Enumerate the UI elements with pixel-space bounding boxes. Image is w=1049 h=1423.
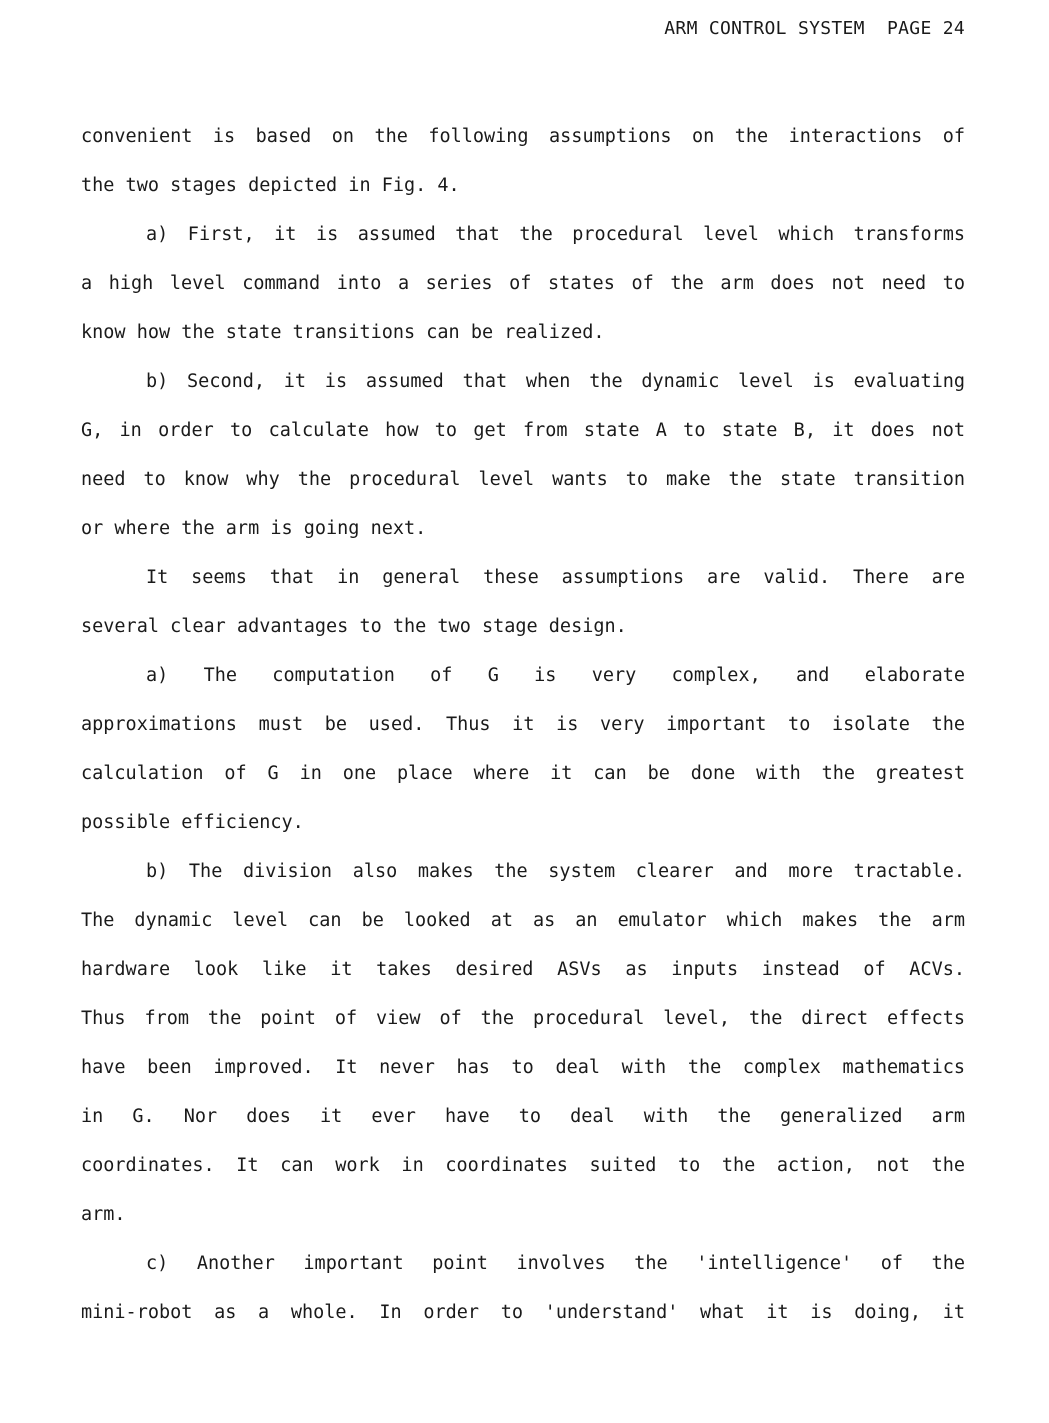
text-line: coordinates. It can work in coordinates suited to the action, not the <box>81 1155 965 1176</box>
text-line: calculation of G in one place where it can be done with the greatest <box>81 763 965 784</box>
text-line: mini-robot as a whole. In order to 'understand' what it is doing, it <box>81 1302 965 1323</box>
running-header: ARM CONTROL SYSTEM PAGE 24 <box>664 18 965 39</box>
text-line: Thus from the point of view of the procedural level, the direct effects <box>81 1008 965 1029</box>
text-line: in G. Nor does it ever have to deal with the generalized arm <box>81 1106 965 1127</box>
body-text <box>81 112 965 1337</box>
text-line: b) Second, it is assumed that when the dynamic level is evaluating <box>146 371 965 392</box>
text-line: G, in order to calculate how to get from state A to state B, it does not <box>81 420 965 441</box>
text-line: possible efficiency. <box>81 812 304 833</box>
text-line: a) First, it is assumed that the procedural level which transforms <box>146 224 965 245</box>
text-line: need to know why the procedural level wants to make the state transition <box>81 469 965 490</box>
text-line: the two stages depicted in Fig. 4. <box>81 175 460 196</box>
text-line: several clear advantages to the two stage design. <box>81 616 627 637</box>
text-line: arm. <box>81 1204 126 1225</box>
text-line: approximations must be used. Thus it is very important to isolate the <box>81 714 965 735</box>
text-line: have been improved. It never has to deal with the complex mathematics <box>81 1057 965 1078</box>
text-line: c) Another important point involves the 'intelligence' of the <box>146 1253 965 1274</box>
text-line: know how the state transitions can be realized. <box>81 322 605 343</box>
text-line: hardware look like it takes desired ASVs as inputs instead of ACVs. <box>81 959 965 980</box>
text-line: a high level command into a series of states of the arm does not need to <box>81 273 965 294</box>
text-line: convenient is based on the following assumptions on the interactions of <box>81 126 965 147</box>
text-line: The dynamic level can be looked at as an emulator which makes the arm <box>81 910 965 931</box>
text-line: a) The computation of G is very complex, and elaborate <box>146 665 965 686</box>
text-line: b) The division also makes the system clearer and more tractable. <box>146 861 965 882</box>
text-line: It seems that in general these assumptions are valid. There are <box>146 567 965 588</box>
text-line: or where the arm is going next. <box>81 518 427 539</box>
